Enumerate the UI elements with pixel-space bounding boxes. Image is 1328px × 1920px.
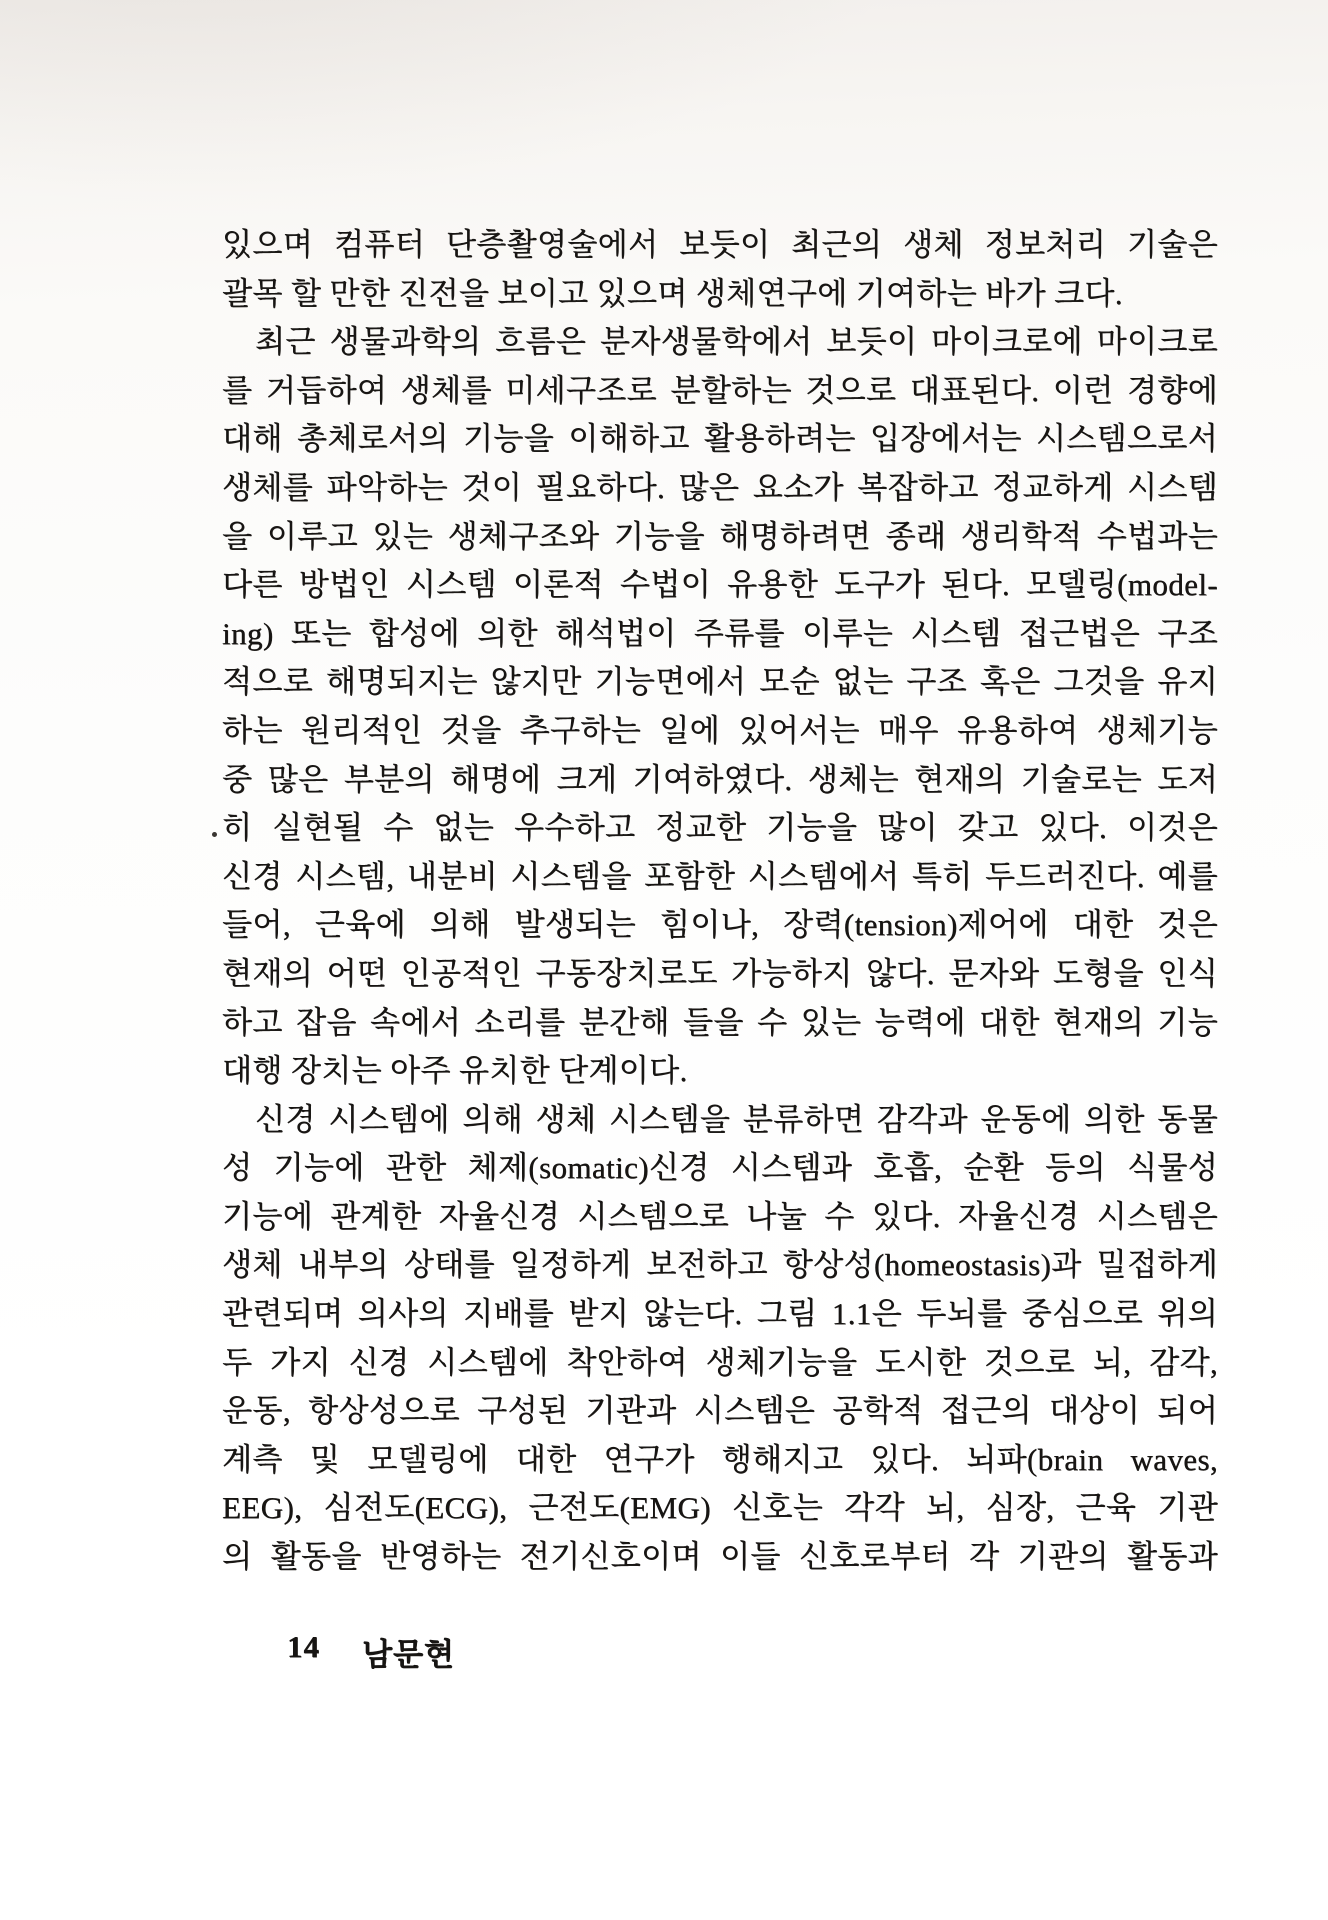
text-line: 신경 시스템, 내분비 시스템을 포함한 시스템에서 특히 두드러진다. 예를 — [222, 858, 1218, 894]
page-number: 14 — [287, 1629, 320, 1664]
text-line: 하는 원리적인 것을 추구하는 일에 있어서는 매우 유용하여 생체기능 — [222, 712, 1218, 748]
text-line: 계측 및 모델링에 대한 연구가 행해지고 있다. 뇌파(brain waves, — [222, 1441, 1218, 1477]
text-line: 성 기능에 관한 체제(somatic)신경 시스템과 호흡, 순환 등의 식물성 — [222, 1150, 1218, 1186]
text-line: 을 이루고 있는 생체구조와 기능을 해명하려면 종래 생리학적 수법과는 — [222, 518, 1218, 554]
ink-speck — [212, 832, 217, 837]
body-text — [222, 221, 1218, 1582]
text-line: 하고 잡음 속에서 소리를 분간해 들을 수 있는 능력에 대한 현재의 기능 — [222, 1004, 1218, 1040]
text-line: ing) 또는 합성에 의한 해석법이 주류를 이루는 시스템 접근법은 구조 — [222, 615, 1218, 651]
text-line: 다른 방법인 시스템 이론적 수법이 유용한 도구가 된다. 모델링(model- — [222, 567, 1218, 603]
page-footer — [287, 1629, 455, 1674]
text-line: 의 활동을 반영하는 전기신호이며 이들 신호로부터 각 기관의 활동과 — [222, 1539, 1218, 1575]
text-line: 중 많은 부분의 해명에 크게 기여하였다. 생체는 현재의 기술로는 도저 — [222, 761, 1218, 797]
text-line: 적으로 해명되지는 않지만 기능면에서 모순 없는 구조 혹은 그것을 유지 — [222, 664, 1218, 700]
text-line: 운동, 항상성으로 구성된 기관과 시스템은 공학적 접근의 대상이 되어 — [222, 1393, 1218, 1429]
text-line: 괄목 할 만한 진전을 보이고 있으며 생체연구에 기여하는 바가 크다. — [222, 275, 1123, 311]
text-line: 신경 시스템에 의해 생체 시스템을 분류하면 감각과 운동에 의한 동물 — [255, 1101, 1218, 1137]
text-line: 현재의 어떤 인공적인 구동장치로도 가능하지 않다. 문자와 도형을 인식 — [222, 955, 1218, 991]
text-line: EEG), 심전도(ECG), 근전도(EMG) 신호는 각각 뇌, 심장, 근육 기관 — [222, 1490, 1218, 1526]
text-line: 생체 내부의 상태를 일정하게 보전하고 항상성(homeostasis)과 밀접하게 — [222, 1247, 1218, 1283]
text-line: 생체를 파악하는 것이 필요하다. 많은 요소가 복잡하고 정교하게 시스템 — [222, 469, 1218, 505]
text-line: 를 거듭하여 생체를 미세구조로 분할하는 것으로 대표된다. 이런 경향에 — [222, 372, 1218, 408]
text-line: 히 실현될 수 없는 우수하고 정교한 기능을 많이 갖고 있다. 이것은 — [222, 810, 1218, 846]
text-line: 있으며 컴퓨터 단층촬영술에서 보듯이 최근의 생체 정보처리 기술은 — [222, 227, 1218, 262]
text-line: 두 가지 신경 시스템에 착안하여 생체기능을 도시한 것으로 뇌, 감각, — [222, 1344, 1218, 1380]
running-head-author: 남문현 — [362, 1637, 455, 1672]
text-line: 대해 총체로서의 기능을 이해하고 활용하려는 입장에서는 시스템으로서 — [222, 421, 1218, 457]
text-line: 대행 장치는 아주 유치한 단계이다. — [222, 1053, 688, 1089]
text-line: 관련되며 의사의 지배를 받지 않는다. 그림 1.1은 두뇌를 중심으로 위의 — [222, 1296, 1218, 1332]
text-line: 들어, 근육에 의해 발생되는 힘이나, 장력(tension)제어에 대한 것은 — [222, 907, 1218, 943]
text-line: 기능에 관계한 자율신경 시스템으로 나눌 수 있다. 자율신경 시스템은 — [222, 1198, 1218, 1234]
text-line: 최근 생물과학의 흐름은 분자생물학에서 보듯이 마이크로에 마이크로 — [255, 324, 1218, 360]
